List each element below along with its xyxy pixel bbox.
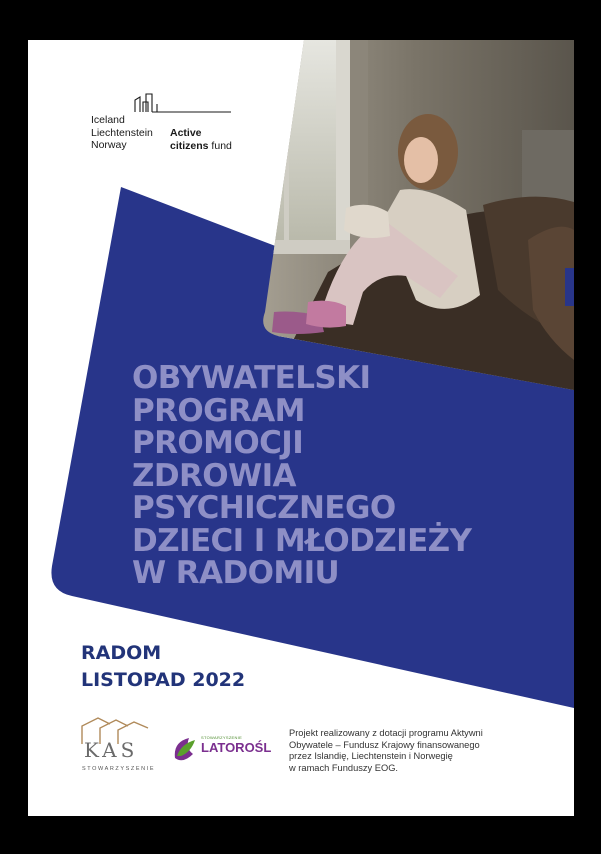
title-line-1: OBYWATELSKI <box>132 360 371 396</box>
acf-country-2: Liechtenstein <box>91 126 153 139</box>
title-line-6: DZIECI I MŁODZIEŻY <box>132 522 472 559</box>
acf-fund-line2-rest: fund <box>208 139 232 152</box>
kas-subtitle: STOWARZYSZENIE <box>82 766 156 772</box>
place-month: LISTOPAD 2022 <box>81 669 246 691</box>
acf-fund-line1: Active <box>170 127 202 139</box>
kas-association-logo <box>80 716 156 776</box>
note-line-1: Projekt realizowany z dotacji programu Aktywni <box>289 728 483 738</box>
active-citizens-fund-logo <box>91 92 271 152</box>
note-line-3: przez Islandię, Liechtenstein i Norwegię <box>289 751 453 761</box>
cover-title <box>132 362 471 590</box>
latorosl-logo <box>171 734 271 762</box>
acf-fund-line2-bold: citizens <box>170 139 209 152</box>
acf-country-3: Norway <box>91 139 127 151</box>
place-date <box>81 640 245 694</box>
title-line-3: PROMOCJI <box>132 425 304 461</box>
latorosl-small-text: STOWARZYSZENIE <box>201 735 243 740</box>
latorosl-name: LATOROŚL <box>201 740 272 755</box>
title-line-5: PSYCHICZNEGO <box>132 490 396 526</box>
note-line-4: w ramach Funduszy EOG. <box>289 762 399 773</box>
place-city: RADOM <box>81 642 162 664</box>
project-funding-note <box>289 728 549 774</box>
document-page <box>28 40 574 816</box>
acf-country-1: Iceland <box>91 114 125 126</box>
note-line-2: Obywatele – Fundusz Krajowy finansowanego <box>289 739 480 750</box>
kas-letters: KAS <box>84 738 139 762</box>
title-line-7: W RADOMIU <box>132 555 340 591</box>
title-line-4: ZDROWIA <box>132 457 296 494</box>
title-line-2: PROGRAM <box>132 392 305 429</box>
latorosl-leaf-icon <box>171 734 199 762</box>
